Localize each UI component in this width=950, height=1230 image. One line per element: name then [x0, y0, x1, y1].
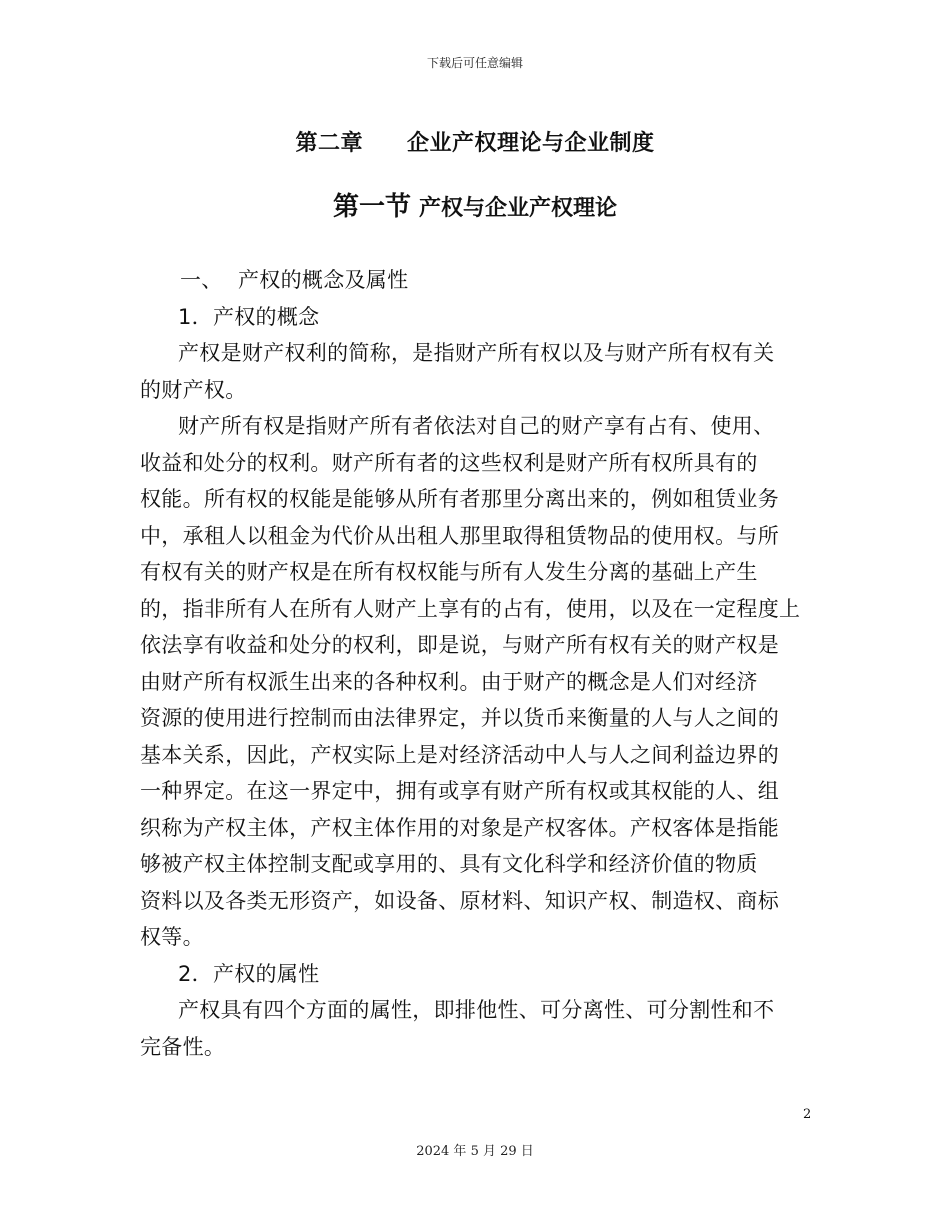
- paragraph-line: 一种界定。在这一界定中，拥有或享有财产所有权或其权能的人、组: [140, 779, 779, 803]
- paragraph-line: 收益和处分的权利。财产所有者的这些权利是财产所有权所具有的: [140, 450, 758, 475]
- paragraph-line: 够被产权主体控制支配或享用的、具有文化科学和经济价值的物质: [140, 852, 758, 876]
- section-number: 第一节: [332, 192, 411, 222]
- paragraph-attributes: [140, 992, 808, 1065]
- chapter-title: [0, 126, 950, 157]
- paragraph-line: 有权有关的财产权是在所有权权能与所有人发生分离的基础上产生: [140, 560, 758, 584]
- paragraph-line: 财产所有权是指财产所有者依法对自己的财产享有占有、使用、: [178, 414, 775, 438]
- section-title: [0, 186, 950, 223]
- paragraph-line: 的财产权。: [140, 377, 247, 402]
- paragraph-ownership: [140, 408, 808, 956]
- paragraph-line: 依法享有收益和处分的权利，即是说，与财产所有权有关的财产权是: [140, 633, 779, 657]
- paragraph-line: 产权具有四个方面的属性，即排他性、可分离性、可分割性和不: [178, 998, 775, 1022]
- chapter-name: 企业产权理论与企业制度: [407, 131, 655, 156]
- paragraph-line: 权等。: [140, 925, 204, 949]
- paragraph-line: 由财产所有权派生出来的各种权利。由于财产的概念是人们对经济: [140, 669, 758, 694]
- paragraph-line: 资源的使用进行控制而由法律界定，并以货币来衡量的人与人之间的: [140, 706, 779, 730]
- paragraph-line: 基本关系，因此，产权实际上是对经济活动中人与人之间利益边界的: [140, 742, 779, 767]
- subheading-attributes: 2．产权的属性: [178, 961, 320, 986]
- paragraph-line: 中，承租人以租金为代价从出租人那里取得租赁物品的使用权。与所: [140, 523, 779, 548]
- paragraph-line: 资料以及各类无形资产，如设备、原材料、知识产权、制造权、商标: [140, 888, 779, 913]
- heading-level1-number: 一、: [180, 268, 223, 292]
- paragraph-line: 织称为产权主体，产权主体作用的对象是产权客体。产权客体是指能: [140, 815, 779, 840]
- paragraph-line: 的，指非所有人在所有人财产上享有的占有，使用，以及在一定程度上: [140, 596, 801, 621]
- page-number: 2: [803, 1107, 812, 1122]
- section-name: 产权与企业产权理论: [419, 196, 618, 221]
- page-header-note: 下载后可任意编辑: [426, 56, 523, 70]
- document-body: [140, 262, 808, 1065]
- paragraph-definition: [140, 335, 808, 408]
- heading-level1-title: 产权的概念及属性: [238, 268, 409, 292]
- paragraph-line: 权能。所有权的权能是能够从所有者那里分离出来的，例如租赁业务: [140, 487, 779, 511]
- paragraph-line: 完备性。: [140, 1034, 226, 1059]
- heading-level1: [140, 262, 808, 299]
- subheading-concept: 1．产权的概念: [178, 304, 320, 329]
- paragraph-line: 产权是财产权利的简称，是指财产所有权以及与财产所有权有关: [178, 341, 775, 365]
- chapter-number: 第二章: [295, 131, 363, 156]
- page-footer-date: 2024 年 5 月 29 日: [416, 1144, 534, 1159]
